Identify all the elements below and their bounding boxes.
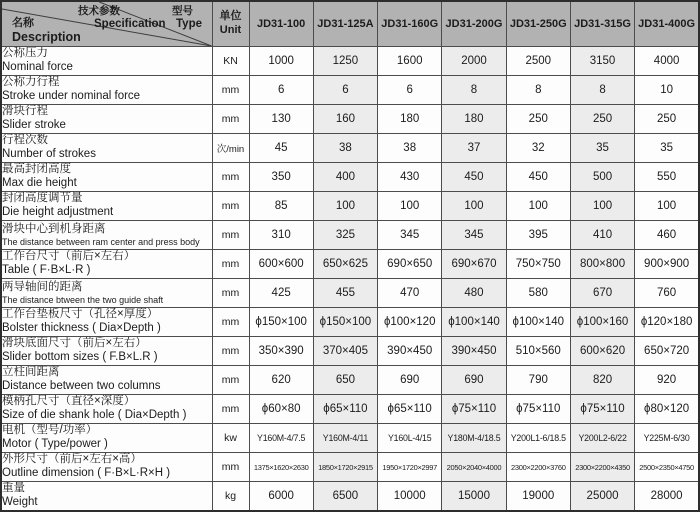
spec-value: ϕ80×120: [635, 395, 699, 424]
spec-value: 350×390: [249, 337, 313, 366]
row-label-en: Weight: [2, 495, 38, 508]
row-unit: KN: [212, 47, 249, 76]
row-label: [1, 47, 212, 76]
spec-value: 1850×1720×2915: [313, 453, 377, 482]
spec-value: 130: [249, 105, 313, 134]
row-label-en: Outline dimension ( F·B×L·R×H ): [2, 467, 171, 479]
spec-value: 600×600: [249, 250, 313, 279]
row-label-en: Table ( F·B×L·R ): [2, 264, 91, 276]
spec-value: 45: [249, 134, 313, 163]
row-label-en: The distance between ram center and press body: [2, 236, 200, 247]
spec-value: 670: [570, 279, 634, 308]
spec-value: 19000: [506, 482, 570, 511]
spec-value: 3150: [570, 47, 634, 76]
row-label-cn: 公称力行程: [2, 76, 60, 89]
spec-value: 38: [378, 134, 442, 163]
spec-value: 8: [442, 76, 506, 105]
spec-value: Y180M-4/18.5: [442, 424, 506, 453]
row-label: [1, 366, 212, 395]
corner-spec-label: [78, 5, 166, 31]
unit-column-header: [212, 1, 249, 47]
spec-value: 395: [506, 221, 570, 250]
corner-spec-en: Specification: [94, 17, 166, 30]
spec-value: 455: [313, 279, 377, 308]
spec-value: ϕ65×110: [313, 395, 377, 424]
row-label-cn: 工作台垫板尺寸（孔径×厚度）: [2, 308, 159, 321]
row-label-en: Bolster thickness ( Dia×Depth ): [2, 322, 161, 334]
row-label-cn: 重量: [2, 482, 25, 494]
row-label-cn: 滑块中心到机身距离: [2, 222, 106, 235]
row-label-cn: 最高封闭高度: [2, 163, 71, 176]
spec-value: Y160L-4/15: [378, 424, 442, 453]
row-label-en: Number of strokes: [2, 148, 96, 160]
spec-value: 100: [635, 192, 699, 221]
spec-row: [1, 308, 699, 337]
spec-value: 15000: [442, 482, 506, 511]
spec-value: ϕ60×80: [249, 395, 313, 424]
spec-value: ϕ100×120: [378, 308, 442, 337]
spec-value: 35: [570, 134, 634, 163]
row-label-cn: 滑块行程: [2, 105, 48, 118]
spec-value: 38: [313, 134, 377, 163]
spec-value: ϕ150×100: [313, 308, 377, 337]
spec-row: [1, 395, 699, 424]
row-label-cn: 两导轴间的距离: [2, 280, 83, 293]
spec-value: 480: [442, 279, 506, 308]
row-label: [1, 105, 212, 134]
unit-header-cn: 单位: [219, 10, 242, 23]
spec-row: [1, 424, 699, 453]
corner-type-en: Type: [176, 17, 202, 30]
spec-row: [1, 482, 699, 511]
row-unit: mm: [212, 250, 249, 279]
spec-value: 2500: [506, 47, 570, 76]
spec-value: 920: [635, 366, 699, 395]
row-label-cn: 立柱间距离: [2, 366, 60, 379]
spec-value: 650×720: [635, 337, 699, 366]
row-unit: mm: [212, 395, 249, 424]
row-unit: kg: [212, 482, 249, 511]
spec-value: 325: [313, 221, 377, 250]
spec-value: ϕ75×110: [570, 395, 634, 424]
corner-type-cn: 型号: [172, 5, 193, 17]
model-header-jd31-160g: JD31-160G: [378, 1, 442, 47]
model-header-jd31-315g: JD31-315G: [570, 1, 634, 47]
row-label-cn: 公称压力: [2, 47, 48, 60]
spec-value: 250: [635, 105, 699, 134]
spec-value: 390×450: [442, 337, 506, 366]
row-unit: mm: [212, 308, 249, 337]
row-unit: mm: [212, 163, 249, 192]
model-header-jd31-100: JD31-100: [249, 1, 313, 47]
spec-value: 100: [313, 192, 377, 221]
spec-value: ϕ75×110: [506, 395, 570, 424]
spec-row: [1, 192, 699, 221]
spec-value: Y200L2-6/22: [570, 424, 634, 453]
spec-value: 2300×2200×3760: [506, 453, 570, 482]
spec-row: [1, 134, 699, 163]
spec-value: 500: [570, 163, 634, 192]
spec-value: 6: [249, 76, 313, 105]
spec-value: 35: [635, 134, 699, 163]
row-unit: mm: [212, 279, 249, 308]
spec-value: 900×900: [635, 250, 699, 279]
spec-value: ϕ150×100: [249, 308, 313, 337]
spec-value: Y200L1-6/18.5: [506, 424, 570, 453]
spec-value: 450: [506, 163, 570, 192]
row-label-cn: 外形尺寸（前后×左右×高）: [2, 453, 142, 466]
row-label-en: Max die height: [2, 177, 77, 189]
corner-header-cell: [1, 1, 212, 47]
spec-value: 425: [249, 279, 313, 308]
row-label: [1, 250, 212, 279]
spec-value: 250: [506, 105, 570, 134]
corner-name-cn: 名称: [12, 17, 34, 29]
row-label: [1, 192, 212, 221]
spec-value: 690: [378, 366, 442, 395]
spec-value: 430: [378, 163, 442, 192]
spec-row: [1, 250, 699, 279]
corner-type-label: [172, 5, 202, 31]
spec-value: 390×450: [378, 337, 442, 366]
row-label: [1, 337, 212, 366]
spec-value: 8: [506, 76, 570, 105]
row-label-cn: 模柄孔尺寸（直径×深度）: [2, 395, 136, 408]
row-unit: mm: [212, 366, 249, 395]
spec-value: 180: [378, 105, 442, 134]
spec-row: [1, 279, 699, 308]
model-header-jd31-125a: JD31-125A: [313, 1, 377, 47]
row-unit: mm: [212, 337, 249, 366]
spec-value: 620: [249, 366, 313, 395]
spec-value: 450: [442, 163, 506, 192]
spec-value: 310: [249, 221, 313, 250]
model-header-jd31-400g: JD31-400G: [635, 1, 699, 47]
row-label-cn: 工作台尺寸（前后×左右）: [2, 250, 136, 263]
row-unit: mm: [212, 221, 249, 250]
row-label-cn: 封闭高度调节量: [2, 192, 83, 205]
spec-value: 820: [570, 366, 634, 395]
spec-value: 6000: [249, 482, 313, 511]
spec-value: 6: [313, 76, 377, 105]
spec-value: 650×625: [313, 250, 377, 279]
row-label: [1, 134, 212, 163]
spec-value: 350: [249, 163, 313, 192]
spec-value: 690: [442, 366, 506, 395]
spec-value: 1000: [249, 47, 313, 76]
row-label-en: Motor ( Type/power ): [2, 438, 108, 450]
spec-value: 400: [313, 163, 377, 192]
spec-value: 2500×2350×4750: [635, 453, 699, 482]
spec-row: [1, 76, 699, 105]
corner-name-label: [12, 17, 81, 45]
spec-value: 1600: [378, 47, 442, 76]
spec-value: 690×670: [442, 250, 506, 279]
spec-value: 1250: [313, 47, 377, 76]
spec-row: [1, 163, 699, 192]
corner-name-en: Description: [12, 30, 81, 45]
spec-value: 470: [378, 279, 442, 308]
spec-value: ϕ100×160: [570, 308, 634, 337]
row-label: [1, 308, 212, 337]
spec-value: 650: [313, 366, 377, 395]
row-label-cn: 滑块底面尺寸（前后×左右）: [2, 337, 147, 350]
row-unit: mm: [212, 192, 249, 221]
row-unit: mm: [212, 105, 249, 134]
row-label: [1, 424, 212, 453]
spec-value: 100: [570, 192, 634, 221]
spec-value: 345: [442, 221, 506, 250]
spec-value: 100: [378, 192, 442, 221]
spec-value: 510×560: [506, 337, 570, 366]
model-header-jd31-250g: JD31-250G: [506, 1, 570, 47]
spec-value: 32: [506, 134, 570, 163]
spec-value: 750×750: [506, 250, 570, 279]
spec-value: 180: [442, 105, 506, 134]
spec-value: 85: [249, 192, 313, 221]
row-label-en: Distance between two columns: [2, 380, 161, 392]
row-label: [1, 453, 212, 482]
row-label: [1, 279, 212, 308]
row-label: [1, 395, 212, 424]
row-label-cn: 行程次数: [2, 134, 48, 147]
spec-value: 2000: [442, 47, 506, 76]
unit-header-en: Unit: [219, 24, 242, 36]
spec-value: Y225M-6/30: [635, 424, 699, 453]
spec-value: ϕ100×140: [506, 308, 570, 337]
spec-value: 28000: [635, 482, 699, 511]
row-label: [1, 482, 212, 511]
row-label: [1, 221, 212, 250]
row-unit: kw: [212, 424, 249, 453]
spec-value: 460: [635, 221, 699, 250]
spec-value: 8: [570, 76, 634, 105]
spec-row: [1, 47, 699, 76]
spec-value: 160: [313, 105, 377, 134]
spec-value: 10: [635, 76, 699, 105]
row-label-en: Slider bottom sizes ( F.B×L.R ): [2, 351, 158, 363]
spec-value: Y160M-4/11: [313, 424, 377, 453]
spec-value: 2050×2040×4000: [442, 453, 506, 482]
spec-value: 410: [570, 221, 634, 250]
spec-value: 37: [442, 134, 506, 163]
spec-value: 800×800: [570, 250, 634, 279]
row-label-cn: 电机（型号/功率）: [2, 424, 98, 437]
spec-value: 25000: [570, 482, 634, 511]
spec-row: [1, 366, 699, 395]
spec-value: 6: [378, 76, 442, 105]
row-label-en: Die height adjustment: [2, 206, 114, 218]
row-label-en: The distance btween the two guide shaft: [2, 294, 164, 305]
spec-value: 100: [506, 192, 570, 221]
spec-value: 1950×1720×2997: [378, 453, 442, 482]
row-unit: mm: [212, 76, 249, 105]
row-unit: mm: [212, 453, 249, 482]
spec-value: 250: [570, 105, 634, 134]
spec-value: 690×650: [378, 250, 442, 279]
model-header-jd31-200g: JD31-200G: [442, 1, 506, 47]
spec-value: ϕ75×110: [442, 395, 506, 424]
spec-value: 600×620: [570, 337, 634, 366]
spec-value: 10000: [378, 482, 442, 511]
row-unit: 次/min: [212, 134, 249, 163]
spec-value: ϕ120×180: [635, 308, 699, 337]
row-label-en: Stroke under nominal force: [2, 90, 141, 102]
row-label-en: Nominal force: [2, 61, 73, 73]
spec-row: [1, 337, 699, 366]
spec-value: ϕ65×110: [378, 395, 442, 424]
row-label: [1, 76, 212, 105]
spec-value: 2300×2200×4350: [570, 453, 634, 482]
spec-value: 370×405: [313, 337, 377, 366]
spec-value: 790: [506, 366, 570, 395]
spec-value: 6500: [313, 482, 377, 511]
spec-row: [1, 105, 699, 134]
spec-value: ϕ100×140: [442, 308, 506, 337]
corner-spec-cn: 技术参数: [78, 5, 120, 17]
spec-row: [1, 453, 699, 482]
spec-value: 345: [378, 221, 442, 250]
row-label-en: Slider stroke: [2, 119, 66, 131]
spec-value: 760: [635, 279, 699, 308]
spec-row: [1, 221, 699, 250]
spec-value: 4000: [635, 47, 699, 76]
row-label-en: Size of die shank hole ( Dia×Depth ): [2, 409, 187, 421]
spec-value: 1375×1620×2630: [249, 453, 313, 482]
spec-value: 580: [506, 279, 570, 308]
row-label: [1, 163, 212, 192]
spec-value: Y160M-4/7.5: [249, 424, 313, 453]
spec-value: 550: [635, 163, 699, 192]
spec-value: 100: [442, 192, 506, 221]
header-row: [1, 1, 699, 47]
